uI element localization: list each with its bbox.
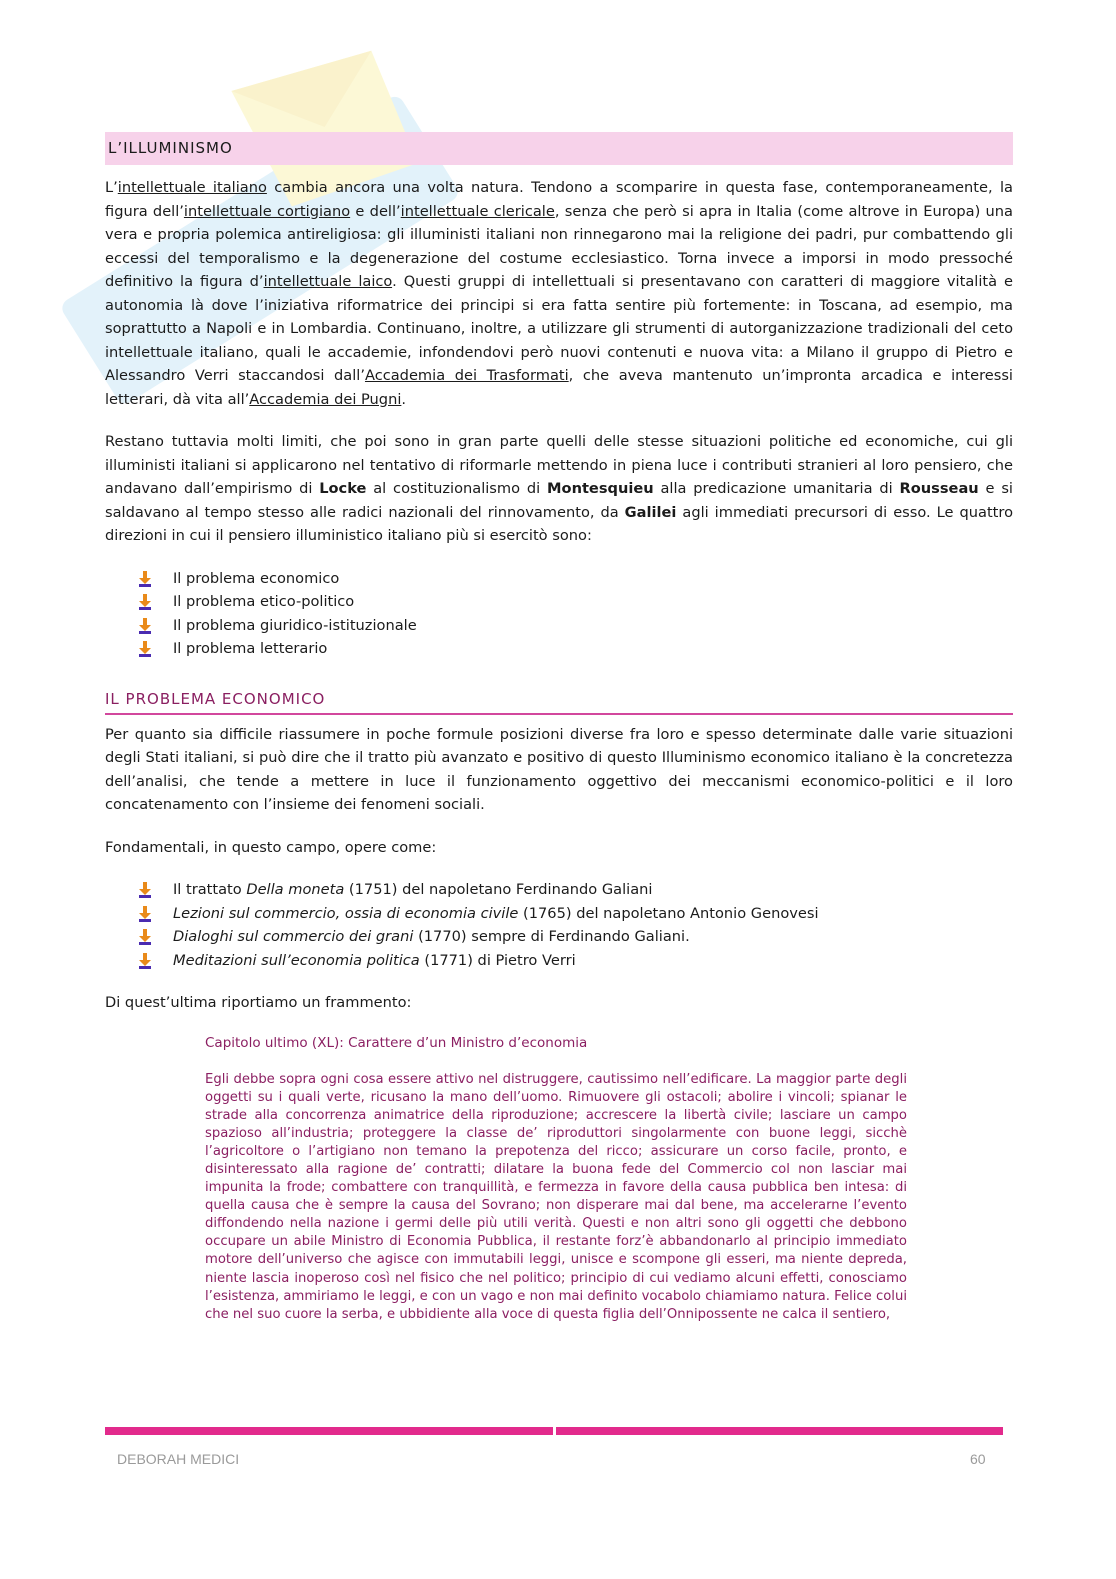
- paragraph-limiti: Restano tuttavia molti limiti, che poi sono in gran parte quelli delle stesse situazioni politiche ed economiche, cui gli illuministi italiani si applicarono nel tentativo di riformarle mettendo in piena luce i contributi stranieri al loro pensiero, che andavano dall’empirismo di Locke al costituzionalismo di Montesquieu alla predicazione umanitaria di Rousseau e si saldavano al tempo stesso alle radici nazionali del rinnovamento, da Galilei agli immediati precursori di esso. Le quattro direzioni in cui il pensiero illuministico italiano più si esercitò sono:: [105, 433, 1014, 544]
- link-intellettuale-laico: intellettuale laico: [263, 273, 393, 290]
- paragraph-intellettuale: L’intellettuale italiano cambia ancora una volta natura. Tendono a scomparire in questa fase, contemporaneamente, la figura dell’intellettuale cortigiano e dell’intellettuale clericale, senza che però si apra in Italia (come altrove in Europa) una vera e propria polemica antireligiosa: gli illuministi italiani non rinnegarono mai la religione dei padri, pur combattendo gli eccessi del temporalismo e la degenerazione del costume ecclesiastico. Torna invece a imporsi in modo pressoché definitivo la figura d’intellettuale laico. Questi gruppi di intellettuali si presentavano con caratteri di maggiore vitalità e autonomia là dove l’iniziativa riformatrice dei principi si era fatta sentire più fortemente: in Toscana, ad esempio, ma soprattutto a Napoli e in Lombardia. Continuano, inoltre, a utilizzare gli strumenti di autorganizzazione tradizionali del ceto intellettuale italiano, quali le accademie, infondendovi però nuovi contenuti e nuova vita: a Milano il gruppo di Pietro e Alessandro Verri staccandosi dall’Accademia dei Trasformati, che aveva mantenuto un’impronta arcadica e interessi letterari, dà vita all’Accademia dei Pugni.: [105, 179, 1014, 408]
- list-item: Il problema etico-politico: [137, 590, 1013, 614]
- arrow-bullet-icon: [137, 882, 153, 898]
- footer-author: DEBORAH MEDICI: [117, 1451, 240, 1467]
- list-item: Lezioni sul commercio, ossia di economia civile (1765) del napoletano Antonio Genovesi: [137, 902, 1013, 926]
- list-item: Il problema letterario: [137, 637, 1013, 661]
- arrow-bullet-icon: [137, 618, 153, 634]
- list-item: Il problema economico: [137, 567, 1013, 591]
- link-accademia-pugni: Accademia dei Pugni: [249, 390, 402, 408]
- link-intellettuale-cortigiano: intellettuale cortigiano: [183, 202, 351, 220]
- link-accademia-trasformati: Accademia dei Trasformati: [364, 367, 569, 384]
- arrow-bullet-icon: [137, 929, 153, 945]
- arrow-bullet-icon: [137, 953, 153, 969]
- paragraph-frammento-intro: Di quest’ultima riportiamo un frammento:: [105, 994, 412, 1011]
- list-item: Il problema giuridico-istituzionale: [137, 614, 1013, 638]
- section-heading-problema-economico: IL PROBLEMA ECONOMICO: [105, 689, 1013, 715]
- list-opere: [105, 878, 1013, 972]
- list-item: Dialoghi sul commercio dei grani (1770) sempre di Ferdinando Galiani.: [137, 925, 1013, 949]
- page-content: [105, 132, 1013, 1324]
- section-heading-illuminismo: L’ILLUMINISMO: [105, 132, 1013, 165]
- arrow-bullet-icon: [137, 594, 153, 610]
- arrow-bullet-icon: [137, 571, 153, 587]
- page-number: 60: [970, 1451, 986, 1467]
- link-intellettuale-clericale: intellettuale clericale: [400, 202, 555, 220]
- paragraph-economico: Per quanto sia difficile riassumere in poche formule posizioni diverse fra loro e spesso determinate dalle varie situazioni degli Stati italiani, si può dire che il tratto più avanzato e positivo di questo Illuminismo economico italiano è la concretezza dell’analisi, che tende a mettere in luce il funzionamento oggettivo dei meccanismi economico-politici e il loro concatenamento con l’insieme dei fenomeni sociali.: [105, 725, 1013, 813]
- list-direzioni: [105, 567, 1013, 661]
- list-item: Il trattato Della moneta (1751) del napoletano Ferdinando Galiani: [137, 878, 1013, 902]
- quote-block: [205, 1033, 907, 1324]
- link-intellettuale-italiano: intellettuale italiano: [117, 179, 267, 196]
- arrow-bullet-icon: [137, 641, 153, 657]
- list-item: Meditazioni sull’economia politica (1771) di Pietro Verri: [137, 949, 1013, 973]
- footer-bar: [105, 1427, 1003, 1435]
- quote-text: Egli debbe sopra ogni cosa essere attivo nel distruggere, cautissimo nell’edificare. La maggior parte degli oggetti su i quali verte, ricusano la mano dell’uomo. Rimuovere gli ostacoli; abolire i vincoli; spianar le strade alla concorrenza animatrice della riproduzione; accrescere la libertà civile; lasciare un campo spazioso all’industria; proteggere la classe de’ riproduttori singolarmente con buone leggi, sicchè l’agricoltore o l’artigiano non temano la prepotenza del ricco; assicurare un corso facile, pronto, e disinteressato alla ragione de’ contratti; dilatare la buona fede del Commercio col non lasciar mai impunita la frode; combattere con tranquillità, e fermezza in favore della causa pubblica ben intesa: di quella causa che è sempre la causa del Sovrano; non disperare mai dal bene, ma accelerarne l’evento diffondendo nella nazione i germi delle più utili verità. Questi e non altri sono gli oggetti che debbono occupare un abile Ministro di Economia Pubblica, il restante forz’è abbandonarlo al principio immediato motore dell’universo che agisce con immutabili leggi, unisce e scompone gli esseri, ma niente depreda, niente lascia inoperoso così nel fisico che nel politico; principio di cui vediamo alcuni effetti, conosciamo l’esistenza, ammiriamo le leggi, e con un vago e non mai definito vocabolo chiamiamo natura. Felice colui che nel suo cuore la serba, e ubbidiente alla voce di questa figlia dell’Onnipossente ne calca il sentiero,: [205, 1071, 907, 1322]
- arrow-bullet-icon: [137, 906, 153, 922]
- paragraph-fondamentali: Fondamentali, in questo campo, opere come:: [105, 838, 437, 856]
- quote-title: Capitolo ultimo (XL): Carattere d’un Ministro d’economia: [205, 1034, 588, 1051]
